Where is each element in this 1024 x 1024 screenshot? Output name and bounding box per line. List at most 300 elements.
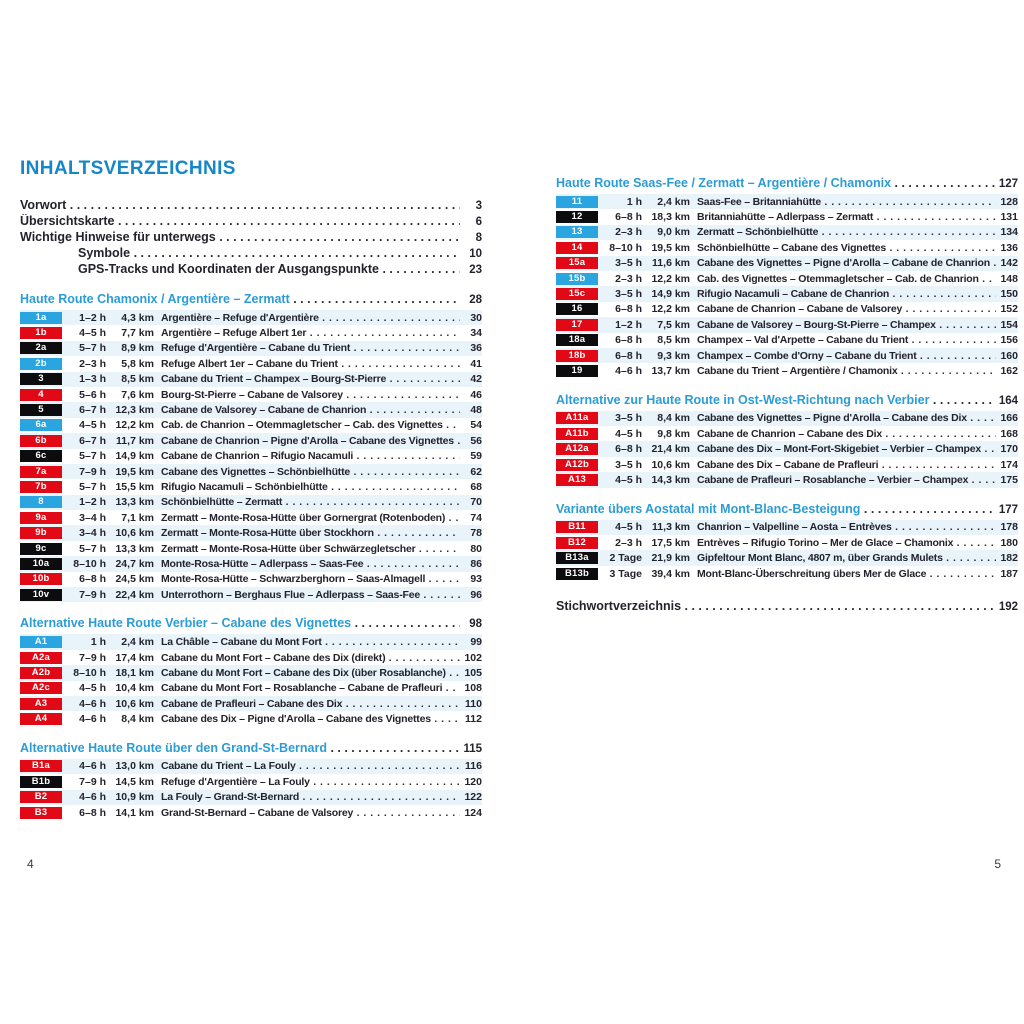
stage-badge: 6c bbox=[20, 450, 62, 462]
page-ref: 3 bbox=[475, 200, 482, 212]
stage-badge: B1a bbox=[20, 760, 62, 772]
route-time: 5–7 h bbox=[79, 342, 106, 355]
stage-badge: B12 bbox=[556, 537, 598, 549]
route-distance: 14,9 km bbox=[115, 450, 154, 463]
left-page-column bbox=[20, 158, 482, 820]
stage-badge: A2b bbox=[20, 667, 62, 679]
toc-section bbox=[20, 741, 482, 821]
page-ref: 59 bbox=[470, 450, 482, 463]
stage-badge: 6a bbox=[20, 419, 62, 431]
stage-badge: B13a bbox=[556, 552, 598, 564]
route-time: 6–8 h bbox=[79, 573, 106, 586]
page-ref: 156 bbox=[1000, 334, 1018, 347]
page-ref: 62 bbox=[470, 465, 482, 478]
route-name: Cabane du Mont Fort – Cabane des Dix (direkt) . . . bbox=[161, 652, 460, 664]
route-time: 8–10 h bbox=[73, 666, 106, 679]
route-name: Refuge Albert 1er – Cabane du Trient . . . bbox=[161, 358, 460, 370]
route-distance: 12,3 km bbox=[115, 404, 154, 417]
section-rows bbox=[20, 634, 482, 726]
route-time: 6–7 h bbox=[79, 434, 106, 447]
route-distance: 13,3 km bbox=[115, 542, 154, 555]
route-name: Cabane des Vignettes – Schönbielhütte . . . bbox=[161, 466, 460, 478]
table-row bbox=[20, 387, 482, 402]
route-distance: 17,4 km bbox=[115, 651, 154, 664]
route-distance: 24,7 km bbox=[115, 557, 154, 570]
route-distance: 7,1 km bbox=[121, 511, 154, 524]
route-name: Saas-Fee – Britanniahütte . . . bbox=[697, 196, 996, 208]
page-ref: 99 bbox=[470, 636, 482, 649]
route-name: Refuge d'Argentière – Cabane du Trient . . . bbox=[161, 342, 460, 354]
section-rows bbox=[20, 759, 482, 821]
route-name: Cabane de Valsorey – Bourg-St-Pierre – Champex . . . bbox=[697, 319, 996, 331]
route-name: Cab. de Chanrion – Otemmagletscher – Cab. des Vignettes . . . bbox=[161, 419, 460, 431]
section-rows bbox=[556, 520, 1018, 582]
route-time: 3–5 h bbox=[615, 458, 642, 471]
route-distance: 14,3 km bbox=[651, 473, 690, 486]
route-time: 6–8 h bbox=[615, 443, 642, 456]
page-ref: 110 bbox=[465, 697, 482, 710]
route-distance: 11,7 km bbox=[116, 434, 154, 447]
route-name: Cabane de Chanrion – Cabane de Valsorey . . . bbox=[697, 303, 996, 315]
route-name: Monte-Rosa-Hütte – Adlerpass – Saas-Fee . . . bbox=[161, 558, 460, 570]
front-matter-label: Symbole . . . bbox=[20, 246, 460, 260]
table-row bbox=[20, 541, 482, 556]
route-time: 6–8 h bbox=[615, 334, 642, 347]
page-ref: 34 bbox=[470, 327, 482, 340]
table-row bbox=[556, 194, 1018, 209]
stage-badge: A1 bbox=[20, 636, 62, 648]
route-distance: 12,2 km bbox=[651, 303, 690, 316]
table-row bbox=[20, 310, 482, 325]
route-distance: 11,6 km bbox=[652, 257, 690, 270]
stage-badge: 10v bbox=[20, 589, 62, 601]
stage-badge: B3 bbox=[20, 807, 62, 819]
route-name: Gipfeltour Mont Blanc, 4807 m, über Grands Mulets . . . bbox=[697, 552, 996, 564]
route-time: 1–2 h bbox=[79, 311, 106, 324]
table-row bbox=[556, 550, 1018, 565]
page-ref: 152 bbox=[1000, 303, 1018, 316]
stage-badge: B11 bbox=[556, 521, 598, 533]
table-row bbox=[20, 634, 482, 649]
page-ref: 98 bbox=[469, 618, 482, 631]
stage-badge: 3 bbox=[20, 373, 62, 385]
page-ref: 142 bbox=[1000, 257, 1018, 270]
page-ref: 178 bbox=[1000, 521, 1018, 534]
table-row bbox=[20, 449, 482, 464]
stage-badge: 2a bbox=[20, 342, 62, 354]
route-name: Entrèves – Rifugio Torino – Mer de Glace – Chamonix . . . bbox=[697, 537, 996, 549]
front-matter-label: Wichtige Hinweise für unterwegs . . . bbox=[20, 230, 460, 244]
route-distance: 19,5 km bbox=[115, 465, 154, 478]
toc-section bbox=[556, 176, 1018, 379]
route-time: 6–8 h bbox=[615, 211, 642, 224]
page-ref: 96 bbox=[470, 588, 482, 601]
section-header bbox=[556, 393, 1018, 409]
front-matter-label: Übersichtskarte . . . bbox=[20, 214, 460, 228]
route-time: 1–3 h bbox=[79, 373, 106, 386]
toc-leader-row bbox=[20, 246, 482, 262]
route-distance: 14,9 km bbox=[651, 288, 690, 301]
page-ref: 112 bbox=[465, 713, 482, 726]
route-distance: 17,5 km bbox=[651, 536, 690, 549]
route-name: Argentière – Refuge d'Argentière . . . bbox=[161, 312, 460, 324]
stage-badge: A3 bbox=[20, 698, 62, 710]
route-name: Zermatt – Monte-Rosa-Hütte über Schwärzegletscher . . . bbox=[161, 543, 460, 555]
right-page-number: 5 bbox=[994, 857, 1001, 871]
route-name: Champex – Val d'Arpette – Cabane du Trient . . . bbox=[697, 334, 996, 346]
page-ref: 127 bbox=[998, 178, 1018, 190]
table-row bbox=[20, 805, 482, 820]
route-name: Cabane de Chanrion – Rifugio Nacamuli . . . bbox=[161, 450, 460, 462]
stage-badge: 5 bbox=[20, 404, 62, 416]
toc-leader-row bbox=[20, 262, 482, 278]
table-row bbox=[20, 587, 482, 602]
page-ref: 154 bbox=[1000, 318, 1018, 331]
table-row bbox=[20, 418, 482, 433]
route-name: Britanniahütte – Adlerpass – Zermatt . . . bbox=[697, 211, 996, 223]
route-distance: 10,6 km bbox=[651, 458, 690, 471]
route-distance: 8,4 km bbox=[657, 412, 690, 425]
table-row bbox=[20, 525, 482, 540]
route-distance: 18,3 km bbox=[651, 211, 690, 224]
route-name: La Fouly – Grand-St-Bernard . . . bbox=[161, 791, 460, 803]
table-row bbox=[556, 256, 1018, 271]
route-name: Cabane de Chanrion – Pigne d'Arolla – Cabane des Vignettes . . . bbox=[161, 435, 460, 447]
route-time: 3–5 h bbox=[615, 412, 642, 425]
page-ref: 182 bbox=[1000, 552, 1018, 565]
route-distance: 4,3 km bbox=[121, 311, 154, 324]
page-ref: 28 bbox=[469, 294, 482, 306]
page-ref: 164 bbox=[998, 394, 1018, 407]
table-row bbox=[20, 665, 482, 680]
toc-section bbox=[20, 616, 482, 726]
route-distance: 8,5 km bbox=[121, 373, 154, 386]
page-ref: 41 bbox=[470, 357, 482, 370]
stage-badge: A2a bbox=[20, 652, 62, 664]
stage-badge: A11b bbox=[556, 428, 598, 440]
stage-badge: A12b bbox=[556, 459, 598, 471]
route-distance: 8,5 km bbox=[657, 334, 690, 347]
page-ref: 128 bbox=[1000, 195, 1018, 208]
stage-badge: 9a bbox=[20, 512, 62, 524]
right-page-column bbox=[556, 162, 1018, 615]
table-row bbox=[20, 650, 482, 665]
route-time: 4–6 h bbox=[79, 791, 106, 804]
route-distance: 7,6 km bbox=[121, 388, 154, 401]
stage-badge: A12a bbox=[556, 443, 598, 455]
table-row bbox=[556, 566, 1018, 581]
page-ref: 36 bbox=[470, 342, 482, 355]
route-time: 7–9 h bbox=[79, 588, 106, 601]
stage-badge: 8 bbox=[20, 496, 62, 508]
route-time: 3–5 h bbox=[615, 288, 642, 301]
table-row bbox=[556, 209, 1018, 224]
stage-badge: 1b bbox=[20, 327, 62, 339]
page-ref: 168 bbox=[1000, 427, 1018, 440]
route-name: Cab. des Vignettes – Otemmagletscher – Cab. de Chanrion . . . bbox=[697, 273, 996, 285]
front-matter-list bbox=[20, 198, 482, 278]
page-ref: 180 bbox=[1000, 536, 1018, 549]
route-name: Cabane du Mont Fort – Rosablanche – Cabane de Prafleuri . . . bbox=[161, 682, 460, 694]
stage-badge: B13b bbox=[556, 568, 598, 580]
stage-badge: 13 bbox=[556, 226, 598, 238]
section-rows bbox=[20, 310, 482, 602]
route-distance: 12,2 km bbox=[651, 272, 690, 285]
route-time: 6–8 h bbox=[615, 303, 642, 316]
right-sections bbox=[556, 176, 1018, 581]
stage-badge: 18a bbox=[556, 334, 598, 346]
route-time: 3 Tage bbox=[609, 567, 642, 580]
route-name: Cabane des Dix – Mont-Fort-Skigebiet – Verbier – Champex . . . bbox=[697, 443, 996, 455]
route-distance: 8,9 km bbox=[121, 342, 154, 355]
route-name: Cabane de Valsorey – Cabane de Chanrion . . . bbox=[161, 404, 460, 416]
table-row bbox=[556, 333, 1018, 348]
stage-badge: A2c bbox=[20, 682, 62, 694]
section-header bbox=[20, 616, 482, 632]
index-entry-label: Stichwortverzeichnis . . . bbox=[556, 599, 996, 613]
route-distance: 19,5 km bbox=[651, 241, 690, 254]
stage-badge: 12 bbox=[556, 211, 598, 223]
toc-leader-row bbox=[20, 230, 482, 246]
table-row bbox=[20, 556, 482, 571]
route-time: 6–8 h bbox=[615, 349, 642, 362]
table-row bbox=[20, 433, 482, 448]
section-title: Alternative zur Haute Route in Ost-West-Richtung nach Verbier . . . bbox=[556, 393, 996, 407]
page-ref: 177 bbox=[998, 503, 1018, 516]
table-row bbox=[556, 348, 1018, 363]
page-ref: 148 bbox=[1000, 272, 1018, 285]
left-page-number: 4 bbox=[27, 857, 34, 871]
table-row bbox=[20, 774, 482, 789]
section-header bbox=[20, 741, 482, 757]
stage-badge: 7a bbox=[20, 466, 62, 478]
toc-leader-row bbox=[556, 599, 1018, 615]
table-row bbox=[20, 464, 482, 479]
page-ref: 48 bbox=[470, 404, 482, 417]
table-row bbox=[20, 696, 482, 711]
route-time: 5–6 h bbox=[79, 388, 106, 401]
stage-badge: B1b bbox=[20, 776, 62, 788]
route-time: 4–5 h bbox=[79, 327, 106, 340]
stage-badge: 2b bbox=[20, 358, 62, 370]
stage-badge: 9b bbox=[20, 527, 62, 539]
route-name: Cabane de Prafleuri – Cabane des Dix . . . bbox=[161, 698, 460, 710]
table-row bbox=[556, 302, 1018, 317]
route-distance: 21,4 km bbox=[651, 443, 690, 456]
table-row bbox=[556, 411, 1018, 426]
table-row bbox=[556, 520, 1018, 535]
route-time: 1–2 h bbox=[79, 496, 106, 509]
stage-badge: 14 bbox=[556, 242, 598, 254]
table-row bbox=[556, 240, 1018, 255]
route-name: Zermatt – Monte-Rosa-Hütte über Stockhorn . . . bbox=[161, 527, 460, 539]
stage-badge: 19 bbox=[556, 365, 598, 377]
page-ref: 170 bbox=[1000, 443, 1018, 456]
route-distance: 13,0 km bbox=[115, 760, 154, 773]
route-time: 4–5 h bbox=[615, 521, 642, 534]
route-distance: 18,1 km bbox=[115, 666, 154, 679]
route-name: Cabane du Trient – La Fouly . . . bbox=[161, 760, 460, 772]
stage-badge: 10a bbox=[20, 558, 62, 570]
route-name: Cabane du Mont Fort – Cabane des Dix (über Rosablanche) . . . bbox=[161, 667, 460, 679]
stage-badge: 7b bbox=[20, 481, 62, 493]
toc-leader-row bbox=[20, 198, 482, 214]
table-row bbox=[20, 790, 482, 805]
route-time: 1–2 h bbox=[615, 318, 642, 331]
route-distance: 11,3 km bbox=[652, 521, 690, 534]
route-time: 5–7 h bbox=[79, 480, 106, 493]
page-ref: 160 bbox=[1000, 349, 1018, 362]
page-ref: 68 bbox=[470, 480, 482, 493]
page-ref: 175 bbox=[1000, 473, 1018, 486]
route-name: Unterrothorn – Berghaus Flue – Adlerpass – Saas-Fee . . . bbox=[161, 589, 460, 601]
front-matter-label: GPS-Tracks und Koordinaten der Ausgangspunkte . . . bbox=[20, 262, 460, 276]
page-ref: 174 bbox=[1000, 458, 1018, 471]
page-ref: 187 bbox=[1000, 567, 1018, 580]
route-name: Cabane des Dix – Cabane de Prafleuri . . . bbox=[697, 459, 996, 471]
table-row bbox=[556, 363, 1018, 378]
route-name: Cabane du Trient – Argentière / Chamonix . . . bbox=[697, 365, 996, 377]
route-name: Refuge d'Argentière – La Fouly . . . bbox=[161, 776, 460, 788]
route-distance: 12,2 km bbox=[115, 419, 154, 432]
stage-badge: 17 bbox=[556, 319, 598, 331]
page-ref: 124 bbox=[464, 806, 482, 819]
route-time: 2 Tage bbox=[609, 552, 642, 565]
route-distance: 9,8 km bbox=[657, 427, 690, 440]
route-time: 8–10 h bbox=[73, 557, 106, 570]
page-ref: 134 bbox=[1000, 226, 1018, 239]
route-distance: 14,5 km bbox=[115, 775, 154, 788]
section-header bbox=[556, 176, 1018, 192]
route-time: 3–5 h bbox=[615, 257, 642, 270]
route-name: Bourg-St-Pierre – Cabane de Valsorey . . . bbox=[161, 389, 460, 401]
page-ref: 30 bbox=[470, 311, 482, 324]
toc-section bbox=[556, 393, 1018, 488]
page-ref: 105 bbox=[464, 666, 482, 679]
route-name: Cabane du Trient – Champex – Bourg-St-Pierre . . . bbox=[161, 373, 460, 385]
section-header bbox=[20, 292, 482, 308]
route-distance: 10,9 km bbox=[115, 791, 154, 804]
route-name: Cabane de Chanrion – Cabane des Dix . . . bbox=[697, 428, 996, 440]
route-distance: 13,7 km bbox=[651, 364, 690, 377]
route-time: 6–7 h bbox=[79, 404, 106, 417]
page-ref: 136 bbox=[1000, 241, 1018, 254]
section-title: Variante übers Aostatal mit Mont-Blanc-Besteigung . . . bbox=[556, 502, 996, 516]
route-time: 3–4 h bbox=[79, 527, 106, 540]
route-name: La Châble – Cabane du Mont Fort . . . bbox=[161, 636, 460, 648]
page-ref: 23 bbox=[469, 264, 482, 276]
route-time: 4–6 h bbox=[79, 713, 106, 726]
stage-badge: 4 bbox=[20, 389, 62, 401]
table-row bbox=[556, 472, 1018, 487]
route-name: Cabane de Prafleuri – Rosablanche – Verbier – Champex . . . bbox=[697, 474, 996, 486]
page-ref: 10 bbox=[469, 248, 482, 260]
route-distance: 2,4 km bbox=[657, 195, 690, 208]
page-ref: 108 bbox=[464, 682, 482, 695]
table-row bbox=[556, 535, 1018, 550]
route-distance: 10,6 km bbox=[115, 697, 154, 710]
route-time: 7–9 h bbox=[79, 465, 106, 478]
page-ref: 78 bbox=[470, 527, 482, 540]
stage-badge: 6b bbox=[20, 435, 62, 447]
route-name: Zermatt – Schönbielhütte . . . bbox=[697, 226, 996, 238]
table-row bbox=[556, 457, 1018, 472]
route-distance: 7,5 km bbox=[657, 318, 690, 331]
table-row bbox=[20, 711, 482, 726]
section-header bbox=[556, 502, 1018, 518]
page-title: INHALTSVERZEICHNIS bbox=[20, 158, 236, 179]
toc-section bbox=[556, 502, 1018, 582]
route-name: Schönbielhütte – Zermatt . . . bbox=[161, 496, 460, 508]
route-time: 4–5 h bbox=[79, 682, 106, 695]
front-matter-label: Vorwort . . . bbox=[20, 198, 460, 212]
route-time: 1 h bbox=[626, 195, 642, 208]
route-name: Zermatt – Monte-Rosa-Hütte über Gornergrat (Rotenboden) . . . bbox=[161, 512, 460, 524]
stage-badge: 15b bbox=[556, 273, 598, 285]
route-distance: 7,7 km bbox=[121, 327, 154, 340]
page-ref: 192 bbox=[998, 601, 1018, 614]
route-name: Mont-Blanc-Überschreitung übers Mer de Glace . . . bbox=[697, 568, 996, 580]
page-ref: 54 bbox=[470, 419, 482, 432]
page-ref: 86 bbox=[470, 557, 482, 570]
page-ref: 102 bbox=[464, 651, 482, 664]
route-name: Rifugio Nacamuli – Schönbielhütte . . . bbox=[161, 481, 460, 493]
route-distance: 14,1 km bbox=[115, 806, 154, 819]
table-row bbox=[556, 441, 1018, 456]
page-ref: 93 bbox=[470, 573, 482, 586]
route-name: Cabane des Dix – Pigne d'Arolla – Cabane des Vignettes . . . bbox=[161, 713, 460, 725]
section-rows bbox=[556, 411, 1018, 488]
toc-section bbox=[20, 292, 482, 602]
route-name: Rifugio Nacamuli – Cabane de Chanrion . . . bbox=[697, 288, 996, 300]
page-ref: 115 bbox=[463, 742, 482, 755]
stage-badge: 15a bbox=[556, 257, 598, 269]
page-ref: 46 bbox=[470, 388, 482, 401]
table-row bbox=[20, 372, 482, 387]
table-row bbox=[20, 495, 482, 510]
table-row bbox=[20, 402, 482, 417]
route-distance: 2,4 km bbox=[121, 636, 154, 649]
route-time: 4–6 h bbox=[79, 697, 106, 710]
table-row bbox=[556, 286, 1018, 301]
toc-leader-row bbox=[20, 214, 482, 230]
page-ref: 120 bbox=[464, 775, 482, 788]
stage-badge: 9c bbox=[20, 543, 62, 555]
table-row bbox=[20, 572, 482, 587]
stage-badge: 11 bbox=[556, 196, 598, 208]
stage-badge: A11a bbox=[556, 412, 598, 424]
route-name: Chanrion – Valpelline – Aosta – Entrèves . . . bbox=[697, 521, 996, 533]
route-time: 2–3 h bbox=[615, 272, 642, 285]
route-time: 4–6 h bbox=[615, 364, 642, 377]
route-name: Cabane des Vignettes – Pigne d'Arolla – Cabane des Dix . . . bbox=[697, 412, 996, 424]
route-distance: 8,4 km bbox=[121, 713, 154, 726]
page-ref: 122 bbox=[464, 791, 482, 804]
route-time: 1 h bbox=[90, 636, 106, 649]
stage-badge: 16 bbox=[556, 303, 598, 315]
route-name: Schönbielhütte – Cabane des Vignettes . . . bbox=[697, 242, 996, 254]
stage-badge: 1a bbox=[20, 312, 62, 324]
page-ref: 166 bbox=[1000, 412, 1018, 425]
page-ref: 42 bbox=[470, 373, 482, 386]
table-row bbox=[20, 341, 482, 356]
index-entry-list bbox=[556, 599, 1018, 615]
route-name: Grand-St-Bernard – Cabane de Valsorey . . . bbox=[161, 807, 460, 819]
route-time: 7–9 h bbox=[79, 775, 106, 788]
stage-badge: 15c bbox=[556, 288, 598, 300]
route-time: 7–9 h bbox=[79, 651, 106, 664]
page-ref: 116 bbox=[465, 760, 482, 773]
